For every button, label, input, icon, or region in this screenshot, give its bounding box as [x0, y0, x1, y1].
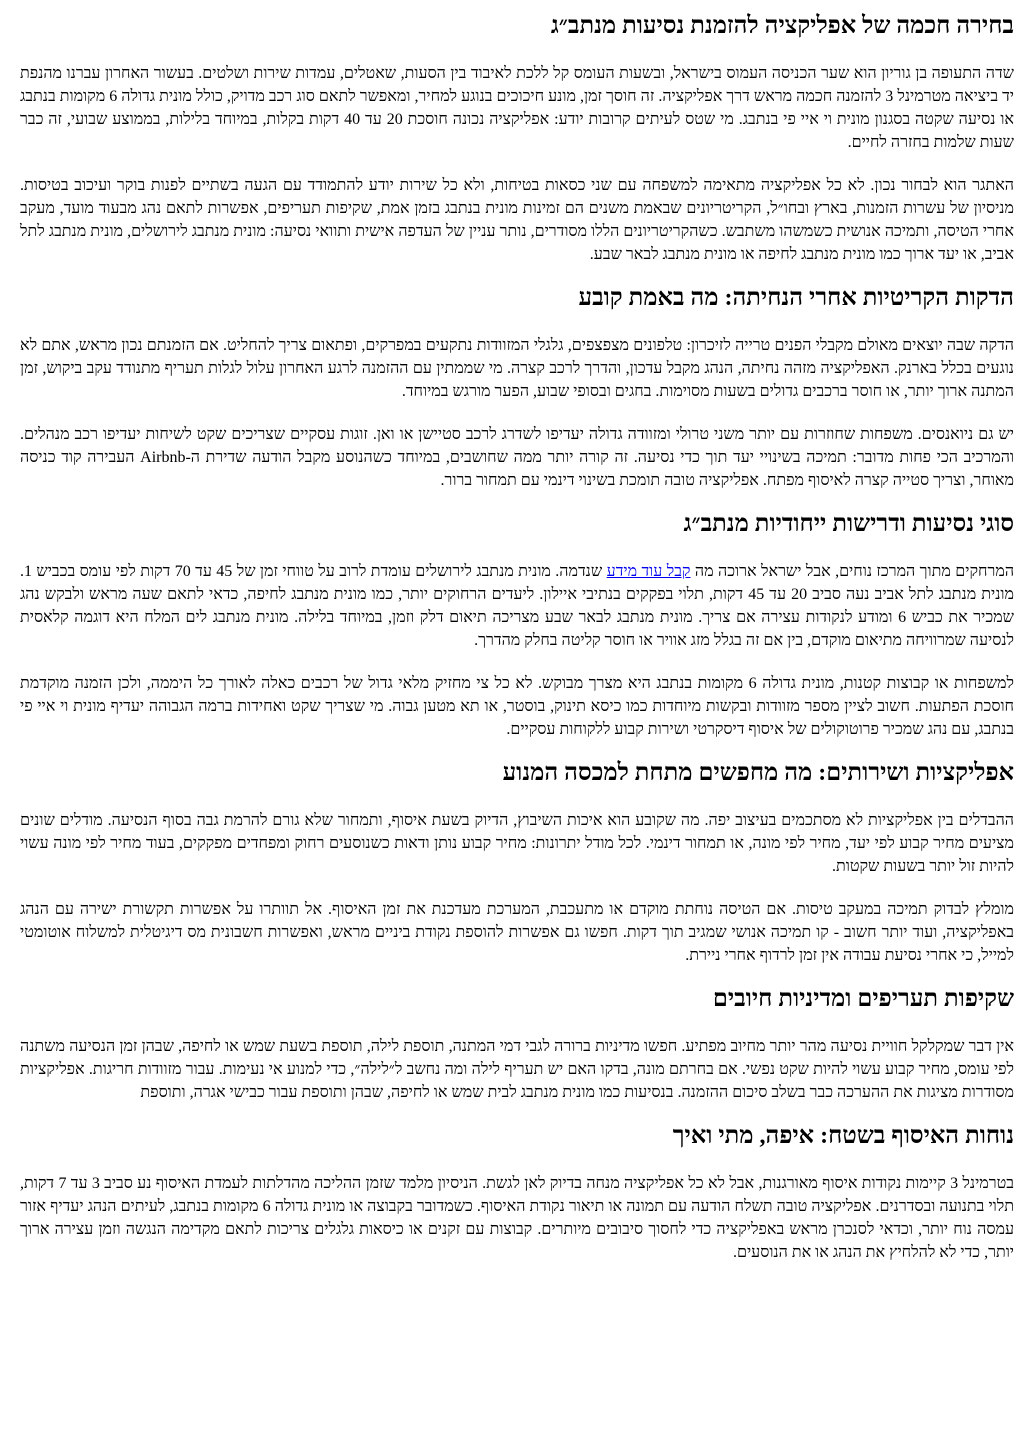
- paragraph: יש גם ניואנסים. משפחות שחוזרות עם יותר משני טרולי ומזוודה גדולה יעדיפו לשדרג לרכב סטיישן או ואן. זוגות עסקיים שצריכים שקט לשיחות יעדיפו רכב מנהלים. והמרכיב הכי פחות מדובר: תמיכה בשינויי יעד תוך כדי נסיעה. זה קורה יותר ממה שחושבים, במיוחד כשהנוסע מקבל הודעה שדירת ה-Airbnb העבירה קוד כניסה מאוחר, וצריך סטייה קצרה לאיסוף מפתח. אפליקציה טובה תומכת בשינוי דינמי עם תמחור ברור.: [20, 426, 1014, 489]
- paragraph: למשפחות או קבוצות קטנות, מונית גדולה 6 מקומות בנתבג היא מצרך מבוקש. לא כל צי מחזיק מלאי גדול של רכבים כאלה לאורך כל היממה, ולכן הזמנה מוקדמת חוסכת הפתעות. חשוב לציין מספר מזוודות ובקשות מיוחדות כמו כיסא תינוק, בוסטר, או תא מטען גבוה. מי שצריך שקט ואחידות ברמה הגבוהה יעדיף מונית וי איי פי בנתבג, עם נהג שמכיר פרוטוקולים של איסוף דיסקרטי ושירות קבוע ללקוחות עסקיים.: [20, 675, 1014, 738]
- paragraph: ההבדלים בין אפליקציות לא מסתכמים בעיצוב יפה. מה שקובע הוא איכות השיבוץ, הדיוק בשעת איסוף, ותמחור שלא גורם להרמת גבה בסוף הנסיעה. מודלים שונים מציעים מחיר קבוע לפי יעד, מחיר לפי מונה, או תמחור דינמי. לכל מודל יתרונות: מחיר קבוע נותן ודאות כשנוסעים רחוק ומפחדים מפקקים, בעוד מחיר לפי מונה עשוי להיות זול יותר בשעות שקטות.: [20, 812, 1014, 875]
- section-heading: בחירה חכמה של אפליקציה להזמנת נסיעות מנתב״ג: [550, 13, 1014, 39]
- more-info-link[interactable]: קבל עוד מידע: [606, 563, 691, 580]
- paragraph-text: שנדמה. מונית מנתבג לירושלים עומדת לרוב על טווחי זמן של 45 עד 70 דקות לפי עומס בכביש 1. מונית מנתבג לתל אביב נעה סביב 20 עד 45 דקות, תלוי בפקקים בנתיבי איילון. ליעדים הרחוקים יותר, כמו מונית מנתבג לחיפה, כדאי לתאם שעה מראש ולבקש נהג שמכיר את כביש 6 ומודע לנקודות עצירה אם צריך. מונית מנתבג לבאר שבע מצריכה תיאום דלק וזמן, במיוחד בלילה. מונית מנתבג לים המלח היא דוגמה קלאסית לנסיעה שמרוויחה מתיאום מוקדם, בין אם זה בגלל מזג אוויר או חוסר קליטה בחלק מהדרך.: [20, 563, 1014, 649]
- section-heading: אפליקציות ושירותים: מה מחפשים מתחת למכסה המנוע: [502, 760, 1014, 786]
- paragraph-with-link: [20, 560, 1014, 652]
- paragraph: הדקה שבה יוצאים מאולם מקבלי הפנים טרייה לזיכרון: טלפונים מצפצפים, גלגלי המזוודות נתקעים במפרקים, ופתאום צריך להחליט. אם הזמנתם נכון מראש, אתם לא נוגעים בכלל בארנק. האפליקציה מזהה נחיתה, הנהג מקבל עדכון, והדרך לרכב קצרה. מי שממתין עם ההזמנה לרגע האחרון עלול לגלות תעריף מתנודד עקב ביקוש, זמן המתנה ארוך יותר, או חוסר ברכבים גדולים בשעות מסוימות. בחגים ובסופי שבוע, הפער מורגש במיוחד.: [20, 337, 1014, 400]
- section-heading: הדקות הקריטיות אחרי הנחיתה: מה באמת קובע: [578, 285, 1014, 311]
- paragraph: אין דבר שמקלקל חוויית נסיעה מהר יותר מחיוב מפתיע. חפשו מדיניות ברורה לגבי דמי המתנה, תוספת לילה, תוספת בשעת שמש או לחיפה, שבהן זמן הנסיעה משתנה לפי עומס, מחיר קבוע עשוי להיות שקט נפשי. אם בחרתם מונה, בדקו האם יש תעריף לילה ומה נחשב ל״לילה״, כדי למנוע אי נעימות. עבור מזוודות חריגות. אפליקציות מסודרות מציגות את ההערכה כבר בשלב סיכום ההזמנה. בנסיעות כמו מונית מנתבג לבית שמש או לחיפה, שבהן ותוספת עבור כבישי אגרה, ותוספת: [20, 1038, 1014, 1101]
- section-heading: שקיפות תעריפים ומדיניות חיובים: [712, 986, 1014, 1012]
- section-heading: נוחות האיסוף בשטח: איפה, מתי ואיך: [672, 1123, 1014, 1149]
- paragraph: בטרמינל 3 קיימות נקודות איסוף מאורגנות, אבל לא כל אפליקציה מנחה בדיוק לאן לגשת. הניסיון מלמד שזמן ההליכה מהדלתות לעמדת האיסוף נע סביב 3 עד 7 דקות, תלוי בתנועה ובסדרנים. אפליקציה טובה תשלח הודעה עם תמונה או תיאור נקודת האיסוף. כשמדובר בקבוצה או מונית גדולה 6 מקומות בנתבג, לעיתים הנהג יעדיף אזור עמסה נוח יותר, וכדאי לסנכרן מראש באפליקציה כדי לחסוך סיבובים מיותרים. קבוצות עם זקנים או כיסאות גלגלים צריכות לתאם מקדימה הנגשה וזמן עצירה ארוך יותר, כדי לא להלחיץ את הנהג או את הנוסעים.: [20, 1175, 1015, 1261]
- paragraph-text: המרחקים מתוך המרכז נוחים, אבל ישראל ארוכה מה: [690, 563, 1015, 580]
- paragraph: האתגר הוא לבחור נכון. לא כל אפליקציה מתאימה למשפחה עם שני כסאות בטיחות, ולא כל שירות יודע להתמודד עם הגעה בשתיים לפנות בוקר ועיכוב בטיסות. מניסיון של עשרות הזמנות, בארץ ובחו״ל, הקריטריונים שבאמת משנים הם זמינות מונית בנתבג בזמן אמת, שקיפות תעריפים, אפשרות לתאם נהג מבעוד מועד, מעקב אחרי הטיסה, ותמיכה אנושית כשמשהו משתבש. כשהקריטריונים הללו מסודרים, נותר עניין של העדפה אישית ותוואי נסיעה: מונית מנתבג לירושלים, מונית מנתבג לתל אביב, או יעד ארוך כמו מונית מנתבג לחיפה או מונית מנתבג לבאר שבע.: [20, 177, 1014, 263]
- paragraph: שדה התעופה בן גוריון הוא שער הכניסה העמוס בישראל, ובשעות העומס קל ללכת לאיבוד בין הסעות, שאטלים, עמדות שירות ושלטים. בעשור האחרון עברנו מהנפת יד ביציאה מטרמינל 3 להזמנה חכמה מראש דרך אפליקציה. זה חוסך זמן, מונע חיכוכים בנוגע למחיר, ומאפשר לתאם סוג רכב מדויק, כולל מונית גדולה 6 מקומות בנתבג או נסיעה שקטה בסגנון מונית וי איי פי בנתבג. מי שטס לעיתים קרובות יודע: אפליקציה נכונה חוסכת 20 עד 40 דקות בקלות, במיוחד בלילות, בממוצע שבועי, זה כבר שעות שלמות בחזרה לחיים.: [20, 65, 1015, 151]
- section-heading: סוגי נסיעות ודרישות ייחודיות מנתב״ג: [683, 511, 1014, 537]
- paragraph: מומלץ לבדוק תמיכה במעקב טיסות. אם הטיסה נוחתת מוקדם או מתעכבת, המערכת מעדכנת את זמן האיסוף. אל תוותרו על אפשרות תקשורת ישירה עם הנהג באפליקציה, ועוד יותר חשוב - קו תמיכה אנושי שמגיב תוך דקות. חפשו גם אפשרות להוספת נקודת ביניים מראש, ואפשרות חשבונית מס דיגיטלית למשלוח אוטומטי למייל, כי אחרי נסיעת עבודה אין זמן לרדוף אחרי ניירת.: [20, 901, 1014, 964]
